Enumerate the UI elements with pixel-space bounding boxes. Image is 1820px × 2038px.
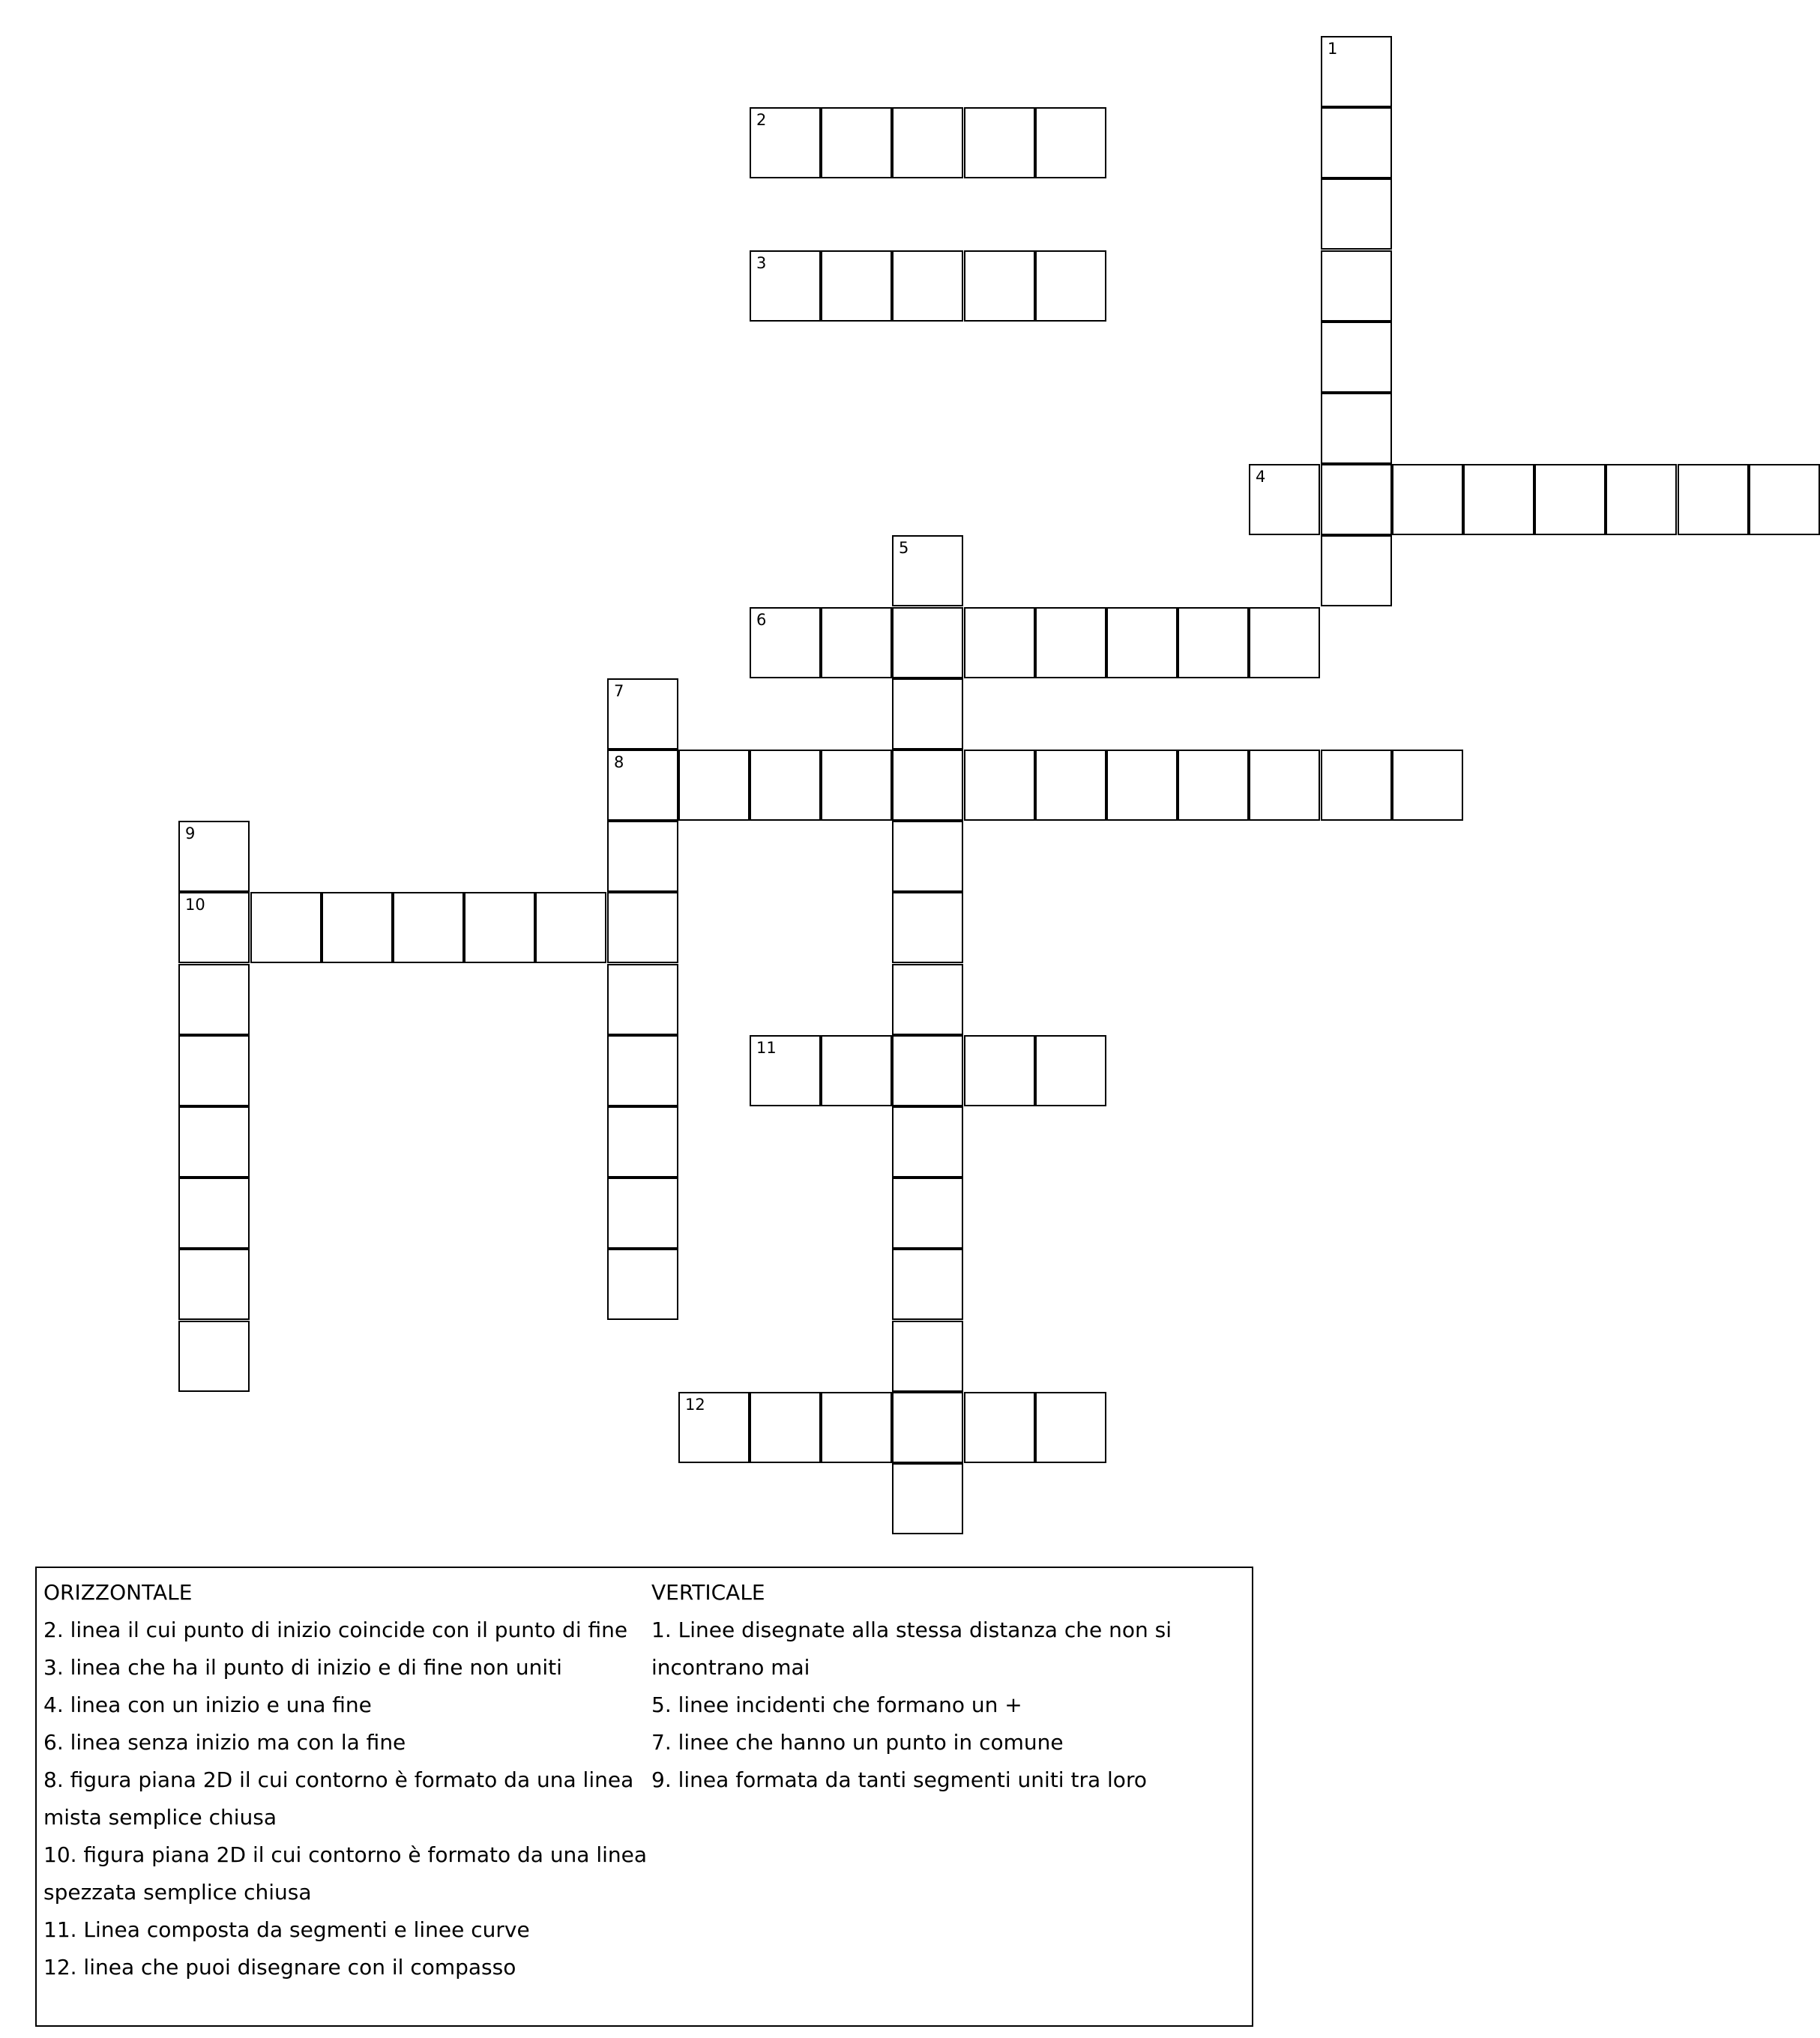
grid-cell[interactable]	[964, 1035, 1035, 1106]
grid-cell[interactable]	[1249, 750, 1320, 821]
vertical-clues	[651, 1574, 1236, 1799]
grid-cell[interactable]	[750, 107, 821, 178]
grid-cell[interactable]	[1463, 464, 1534, 535]
grid-cell[interactable]	[1321, 750, 1392, 821]
grid-cell[interactable]	[750, 1392, 821, 1463]
grid-cell[interactable]	[1035, 1392, 1106, 1463]
grid-cell[interactable]	[1035, 107, 1106, 178]
grid-cell[interactable]	[607, 1178, 678, 1249]
grid-cell[interactable]	[322, 892, 393, 963]
grid-cell[interactable]	[250, 892, 322, 963]
grid-cell[interactable]	[750, 1035, 821, 1106]
grid-cell[interactable]	[1392, 750, 1463, 821]
grid-cell[interactable]	[1321, 535, 1392, 606]
grid-cell[interactable]	[821, 107, 892, 178]
grid-cell[interactable]	[892, 1035, 963, 1106]
grid-cell[interactable]	[1106, 607, 1178, 678]
grid-cell[interactable]	[892, 1321, 963, 1392]
grid-cell[interactable]	[464, 892, 535, 963]
clue-number: 8	[614, 753, 624, 771]
grid-cell[interactable]	[964, 107, 1035, 178]
grid-cell[interactable]	[1534, 464, 1606, 535]
grid-cell[interactable]	[964, 250, 1035, 322]
clue-line: 2. linea il cui punto di inizio coincide con il punto di fine	[43, 1618, 628, 1642]
clue-line: 6. linea senza inizio ma con la fine	[43, 1730, 406, 1755]
clue-number: 9	[185, 824, 196, 842]
grid-cell[interactable]	[1321, 178, 1392, 250]
clue-line: 4. linea con un inizio e una fine	[43, 1692, 372, 1717]
grid-cell[interactable]	[678, 750, 750, 821]
clue-number: 2	[756, 111, 767, 129]
grid-cell[interactable]	[1035, 1035, 1106, 1106]
grid-cell[interactable]	[607, 1035, 678, 1106]
clue-line: 10. figura piana 2D il cui contorno è formato da una linea	[43, 1842, 648, 1867]
clue-number: 4	[1256, 468, 1266, 486]
grid-cell[interactable]	[535, 892, 606, 963]
grid-cell[interactable]	[892, 964, 963, 1035]
grid-cell[interactable]	[821, 250, 892, 322]
grid-cell[interactable]	[964, 607, 1035, 678]
clues-box	[35, 1567, 1253, 2027]
grid-cell[interactable]	[892, 1463, 963, 1534]
grid-cell[interactable]	[607, 964, 678, 1035]
grid-cell[interactable]	[892, 1178, 963, 1249]
clue-number: 5	[899, 539, 909, 557]
clue-line: 1. Linee disegnate alla stessa distanza che non si	[651, 1618, 1172, 1642]
clue-number: 7	[614, 682, 624, 700]
grid-cell[interactable]	[1749, 464, 1820, 535]
grid-cell[interactable]	[1178, 750, 1249, 821]
clue-line: 12. linea che puoi disegnare con il compasso	[43, 1955, 516, 1980]
grid-cell[interactable]	[750, 607, 821, 678]
grid-cell[interactable]	[821, 1392, 892, 1463]
grid-cell[interactable]	[1321, 36, 1392, 107]
clue-line: 9. linea formata da tanti segmenti uniti tra loro	[651, 1767, 1147, 1792]
clue-line: spezzata semplice chiusa	[43, 1880, 312, 1905]
grid-cell[interactable]	[892, 750, 963, 821]
grid-cell[interactable]	[178, 964, 250, 1035]
grid-cell[interactable]	[607, 892, 678, 963]
clue-line: incontrano mai	[651, 1655, 810, 1680]
clue-number: 3	[756, 254, 767, 272]
grid-cell[interactable]	[892, 607, 963, 678]
grid-cell[interactable]	[178, 892, 250, 963]
clue-line: 11. Linea composta da segmenti e linee curve	[43, 1917, 530, 1942]
grid-cell[interactable]	[1606, 464, 1677, 535]
grid-cell[interactable]	[892, 535, 963, 606]
grid-cell[interactable]	[178, 1106, 250, 1178]
grid-cell[interactable]	[964, 750, 1035, 821]
grid-cell[interactable]	[1035, 607, 1106, 678]
grid-cell[interactable]	[1321, 393, 1392, 464]
grid-cell[interactable]	[1249, 464, 1320, 535]
grid-cell[interactable]	[607, 750, 678, 821]
grid-cell[interactable]	[964, 1392, 1035, 1463]
grid-cell[interactable]	[1321, 250, 1392, 322]
grid-cell[interactable]	[821, 750, 892, 821]
clue-number: 1	[1328, 40, 1338, 58]
grid-cell[interactable]	[892, 892, 963, 963]
clue-line: 8. figura piana 2D il cui contorno è formato da una linea	[43, 1767, 634, 1792]
vertical-title: VERTICALE	[651, 1580, 765, 1605]
grid-cell[interactable]	[892, 107, 963, 178]
clue-number: 11	[756, 1039, 777, 1057]
clue-number: 10	[185, 896, 205, 914]
horizontal-clues	[43, 1574, 648, 1986]
grid-cell[interactable]	[892, 1249, 963, 1320]
grid-cell[interactable]	[1035, 750, 1106, 821]
grid-cell[interactable]	[1678, 464, 1749, 535]
grid-cell[interactable]	[892, 1392, 963, 1463]
grid-cell[interactable]	[821, 607, 892, 678]
grid-cell[interactable]	[178, 1321, 250, 1392]
clue-line: 3. linea che ha il punto di inizio e di fine non uniti	[43, 1655, 562, 1680]
grid-cell[interactable]	[750, 250, 821, 322]
clue-line: 7. linee che hanno un punto in comune	[651, 1730, 1064, 1755]
grid-cell[interactable]	[892, 1106, 963, 1178]
grid-cell[interactable]	[178, 1249, 250, 1320]
grid-cell[interactable]	[178, 1035, 250, 1106]
grid-cell[interactable]	[393, 892, 464, 963]
grid-cell[interactable]	[1249, 607, 1320, 678]
grid-cell[interactable]	[750, 750, 821, 821]
grid-cell[interactable]	[892, 821, 963, 892]
grid-cell[interactable]	[892, 678, 963, 750]
grid-cell[interactable]	[892, 250, 963, 322]
grid-cell[interactable]	[1178, 607, 1249, 678]
grid-cell[interactable]	[607, 1106, 678, 1178]
grid-cell[interactable]	[1321, 322, 1392, 393]
grid-cell[interactable]	[678, 1392, 750, 1463]
grid-cell[interactable]	[178, 1178, 250, 1249]
grid-cell[interactable]	[1392, 464, 1463, 535]
horizontal-title: ORIZZONTALE	[43, 1580, 193, 1605]
clue-number: 6	[756, 611, 767, 629]
grid-cell[interactable]	[1321, 464, 1392, 535]
clue-line: mista semplice chiusa	[43, 1805, 277, 1830]
grid-cell[interactable]	[1035, 250, 1106, 322]
grid-cell[interactable]	[821, 1035, 892, 1106]
grid-cell[interactable]	[607, 821, 678, 892]
grid-cell[interactable]	[1321, 107, 1392, 178]
grid-cell[interactable]	[178, 821, 250, 892]
grid-cell[interactable]	[607, 678, 678, 750]
grid-cell[interactable]	[607, 1249, 678, 1320]
clue-line: 5. linee incidenti che formano un +	[651, 1692, 1022, 1717]
clue-number: 12	[685, 1396, 705, 1414]
grid-cell[interactable]	[1106, 750, 1178, 821]
